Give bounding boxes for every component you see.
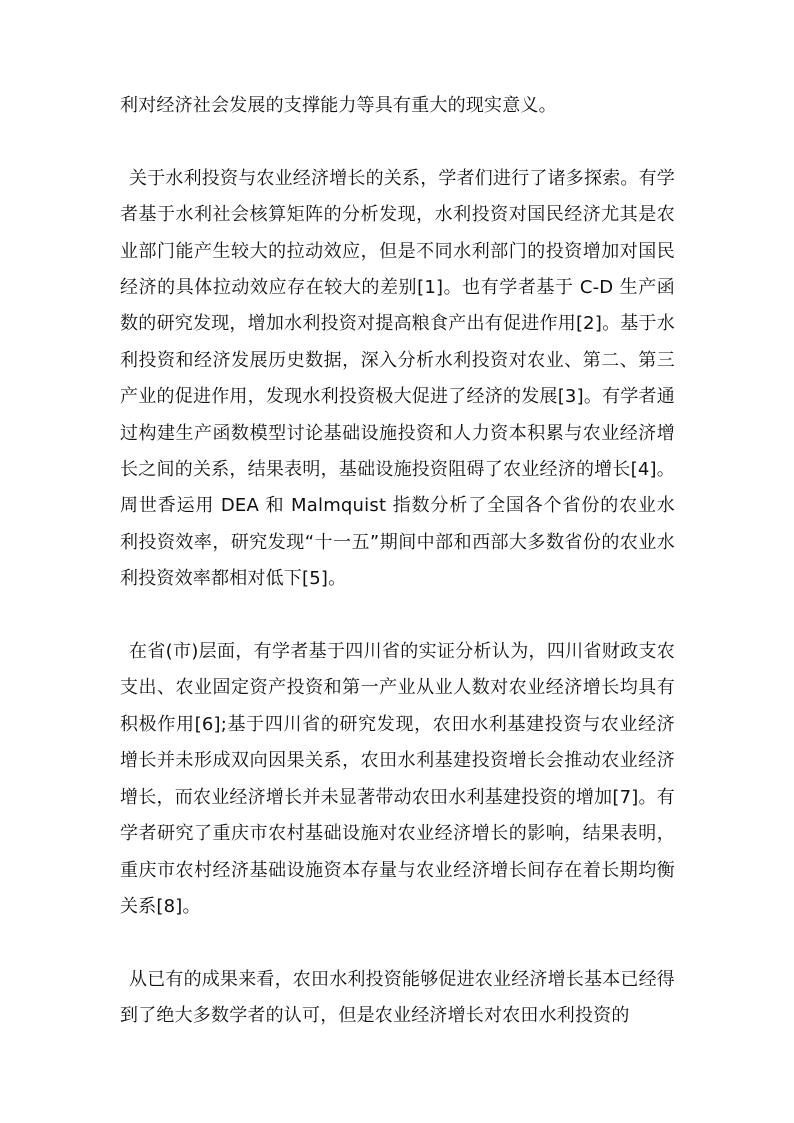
paragraph-gap: [120, 124, 675, 160]
paragraph-gap: [120, 598, 675, 634]
paragraph-2: 关于水利投资与农业经济增长的关系，学者们进行了诸多探索。有学者基于水利社会核算矩阵的分析发现，水利投资对国民经济尤其是农业部门能产生较大的拉动效应，但是不同水利部门的投资增加对国民经济的具体拉动效应存在较大的差别[1]。也有学者基于 C-D 生产函数的研究发现，增加水利投资对提高粮食产出有促进作用[2]。基于水利投资和经济发展历史数据，深入分析水利投资对农业、第二、第三产业的促进作用，发现水利投资极大促进了经济的发展[3]。有学者通过构建生产函数模型讨论基础设施投资和人力资本积累与农业经济增长之间的关系，结果表明，基础设施投资阻碍了农业经济的增长[4]。周世香运用 DEA 和 Malmquist 指数分析了全国各个省份的农业水利投资效率，研究发现“十一五”期间中部和西部大多数省份的农业水利投资效率都相对低下[5]。: [120, 167, 675, 590]
paragraph-1: 利对经济社会发展的支撑能力等具有重大的现实意义。: [120, 95, 557, 116]
document-body: [120, 88, 675, 1035]
paragraph-4: 从已有的成果来看，农田水利投资能够促进农业经济增长基本已经得到了绝大多数学者的认可，但是农业经济增长对农田水利投资的: [120, 968, 675, 1027]
paragraph-gap: [120, 925, 675, 961]
paragraph-3: 在省(市)层面，有学者基于四川省的实证分析认为，四川省财政支农支出、农业固定资产投资和第一产业从业人数对农业经济增长均具有积极作用[6];基于四川省的研究发现，农田水利基建投资与农业经济增长并未形成双向因果关系，农田水利基建投资增长会推动农业经济增长，而农业经济增长并未显著带动农田水利基建投资的增加[7]。有学者研究了重庆市农村基础设施对农业经济增长的影响，结果表明，重庆市农村经济基础设施资本存量与农业经济增长间存在着长期均衡关系[8]。: [120, 641, 675, 917]
